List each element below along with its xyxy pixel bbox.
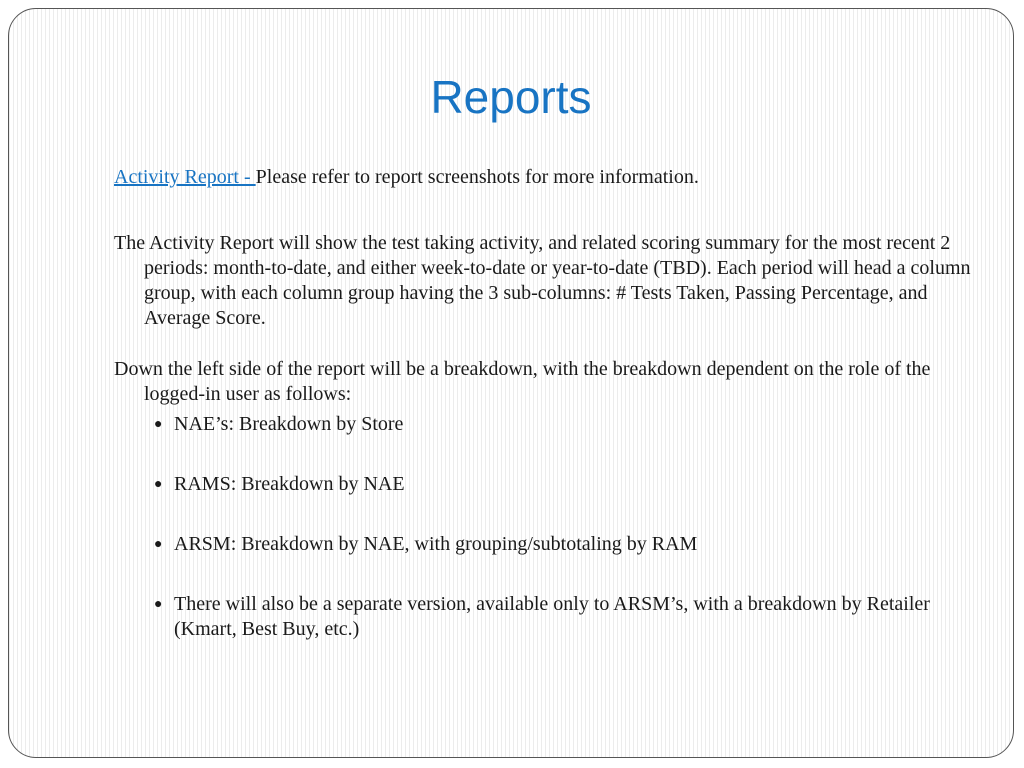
list-item	[114, 592, 974, 642]
list-item-text: ARSM: Breakdown by NAE, with grouping/subtotaling by RAM	[174, 533, 698, 555]
report-description: The Activity Report will show the test taking activity, and related scoring summary for the most recent 2 periods: month-to-date, and either week-to-date or year-to-date (TBD). Each period will head a column group, with each column group having the 3 sub-columns: # Tests Taken, Passing Percentage, and Average Score.	[114, 232, 971, 329]
slide-title: Reports	[430, 71, 592, 123]
activity-report-note: Please refer to report screenshots for more information.	[255, 166, 699, 188]
list-item	[114, 412, 974, 437]
list-item	[114, 532, 974, 557]
activity-report-intro	[114, 165, 974, 190]
list-item-text: RAMS: Breakdown by NAE	[174, 473, 405, 495]
slide-body	[114, 165, 974, 677]
breakdown-description: Down the left side of the report will be a breakdown, with the breakdown dependent on the role of the logged-in user as follows:	[114, 358, 931, 405]
slide	[8, 8, 1014, 758]
bullet-icon: ●	[154, 537, 163, 552]
bullet-icon: ●	[154, 417, 163, 432]
list-item-text: NAE’s: Breakdown by Store	[174, 413, 404, 435]
activity-report-link[interactable]: Activity Report -	[114, 166, 256, 188]
bullet-icon: ●	[154, 597, 163, 612]
bullet-icon: ●	[154, 477, 163, 492]
list-item-text: There will also be a separate version, available only to ARSM’s, with a breakdown by Retailer (Kmart, Best Buy, etc.)	[174, 593, 930, 640]
breakdown-list	[114, 412, 974, 642]
list-item	[114, 472, 974, 497]
